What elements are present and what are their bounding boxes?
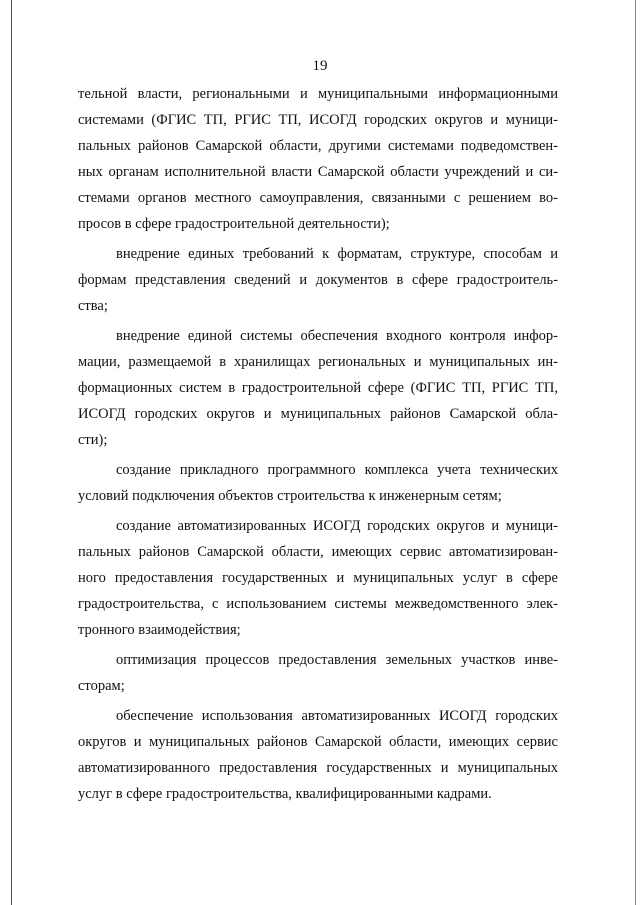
text-line: обеспечение использования автоматизированных ИСОГД городских	[116, 708, 558, 724]
text-line: тронного взаимодействия;	[78, 622, 241, 638]
text-line: формам представления сведений и документов в сфере градостроитель-	[78, 272, 558, 288]
paragraph-software-complex	[78, 457, 558, 509]
text-line: услуг в сфере градостроительства, квалифицированными кадрами.	[78, 786, 492, 802]
text-line: пальных районов Самарской области, имеющих сервис автоматизирован-	[78, 544, 558, 560]
text-line: автоматизированного предоставления государственных и муниципальных	[78, 760, 558, 776]
text-line: округов и муниципальных районов Самарской области, имеющих сервис	[78, 734, 558, 750]
text-line: внедрение единой системы обеспечения входного контроля инфор-	[116, 328, 558, 344]
text-line: системами (ФГИС ТП, РГИС ТП, ИСОГД городских округов и муници-	[78, 112, 558, 128]
text-line: сти);	[78, 432, 108, 448]
text-line: создание автоматизированных ИСОГД городских округов и муници-	[116, 518, 558, 534]
text-line: мации, размещаемой в хранилищах региональных и муниципальных ин-	[78, 354, 558, 370]
scan-edge-left	[11, 0, 12, 905]
text-line: ных органам исполнительной власти Самарской области учреждений и си-	[78, 164, 558, 180]
text-line: создание прикладного программного комплекса учета технических	[116, 462, 558, 478]
text-line: просов в сфере градостроительной деятельности);	[78, 216, 390, 232]
paragraph-qualified-staff	[78, 703, 558, 807]
text-line: условий подключения объектов строительства к инженерным сетям;	[78, 488, 502, 504]
paragraph-automated-isogd	[78, 513, 558, 643]
paragraph-continuation	[78, 81, 558, 237]
text-line: ства;	[78, 298, 108, 314]
text-line: пальных районов Самарской области, другими системами подведомствен-	[78, 138, 558, 154]
text-line: оптимизация процессов предоставления земельных участков инве-	[116, 652, 558, 668]
text-line: внедрение единых требований к форматам, структуре, способам и	[116, 246, 558, 262]
page-number: 19	[312, 58, 328, 74]
paragraph-land-plots	[78, 647, 558, 699]
text-line: формационных систем в градостроительной сфере (ФГИС ТП, РГИС ТП,	[78, 380, 558, 396]
paragraph-unified-requirements	[78, 241, 558, 319]
paragraph-input-control	[78, 323, 558, 453]
text-line: ного предоставления государственных и муниципальных услуг в сфере	[78, 570, 558, 586]
scan-edge-right	[635, 0, 636, 905]
text-line: градостроительства, с использованием системы межведомственного элек-	[78, 596, 558, 612]
text-line: тельной власти, региональными и муниципальными информационными	[78, 86, 558, 102]
document-body	[78, 81, 558, 811]
text-line: ИСОГД городских округов и муниципальных районов Самарской обла-	[78, 406, 558, 422]
text-line: стемами органов местного самоуправления, связанными с решением во-	[78, 190, 558, 206]
text-line: сторам;	[78, 678, 125, 694]
